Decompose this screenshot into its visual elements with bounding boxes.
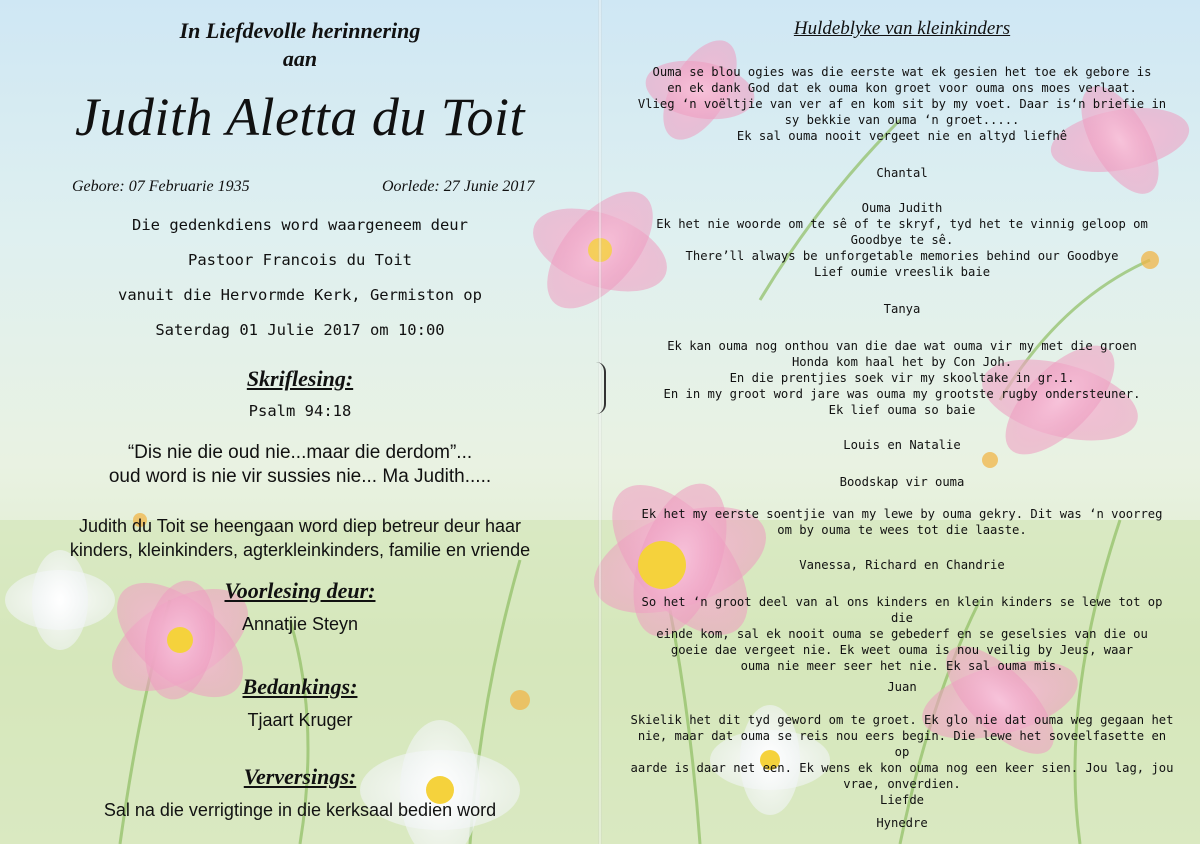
tribute-line: Ouma Judith [861,201,943,215]
tribute-line: einde kom, sal ek nooit ouma se gebederf en se geselsies van die ou [656,627,1148,641]
tribute-line: Boodskap vir ouma [839,475,965,489]
tribute-signature-3: Louis en Natalie [843,438,961,452]
tribute-signature-5: Juan [887,680,917,694]
service-line-4: Saterdag 01 Julie 2017 om 10:00 [155,321,445,339]
tribute-line: goeie dae vergeet nie. Ek weet ouma is nou veilig by Jeus, waar [670,643,1134,657]
mourning-line-1: Judith du Toit se heengaan word diep betreur deur haar [79,516,521,536]
right-page [604,0,1200,844]
tribute-line: sy bekkie van ouma ‘n groet..... [784,113,1020,127]
voorlesing-text: Annatjie Steyn [241,614,359,634]
tribute-line: ouma nie meer seer het nie. Ek sal ouma mis. [740,659,1064,673]
service-line-3: vanuit die Hervormde Kerk, Germiston op [118,286,482,304]
tribute-block-3 [604,338,1200,418]
tribute-line: Ek het nie woorde om te sê of te skryf, tyd het te vinnig geloop om [656,217,1148,231]
memorial-heading-aan: aan [282,46,318,71]
tribute-line: en ek dank God dat ek ouma kon groet voor ouma ons moes verlaat. [667,81,1137,95]
memorial-heading: In Liefdevolle herinnering [179,18,421,43]
tributes-title: Huldeblyke van kleinkinders [793,18,1011,39]
quote-line-2: oud word is nie vir sussies nie... Ma Judith..... [108,466,492,487]
tribute-line: Vlieg ‘n voëltjie van ver af en kom sit by my voet. Daar is‘n briefie in [637,97,1167,111]
tribute-line: En die prentjies soek vir my skooltake in gr.1. [729,371,1075,385]
tribute-line: Ek sal ouma nooit vergeet nie en altyd liefhê [736,129,1068,143]
tribute-line: aarde is daar net een. Ek wens ek kon ouma nog een keer sien. Jou lag, jou [630,761,1174,775]
skriflesing-heading: Skriflesing: [246,366,354,391]
verversings-text: Sal na die verrigtinge in die kerksaal bedien word [103,800,497,820]
deceased-name: Judith Aletta du Toit [74,87,526,147]
tribute-line [630,490,1174,506]
tribute-line: There’ll always be unforgetable memories behind our Goodbye [685,249,1119,263]
verversings-heading: Verversings: [243,764,357,789]
tribute-line: Ek kan ouma nog onthou van die dae wat ouma vir my met die groen [667,339,1137,353]
tribute-line: So het ‘n groot deel van al ons kinders en klein kinders se lewe tot op die [641,595,1163,625]
tribute-line: nie, maar dat ouma se reis nou eers begin. Die lewe het soveelfasette en op [637,729,1167,759]
tribute-line: Lief oumie vreeslik baie [813,265,991,279]
tribute-line: Honda kom haal het by Con Joh. [791,355,1013,369]
skriflesing-text: Psalm 94:18 [248,402,352,420]
death-date: Oorlede: 27 Junie 2017 [382,178,535,195]
tribute-block-4 [604,474,1200,538]
tribute-signature-2: Tanya [883,302,921,316]
birth-date: Gebore: 07 Februarie 1935 [72,178,250,195]
tribute-line: Liefde [879,793,925,807]
mourning-line-2: kinders, kleinkinders, agterkleinkinders, familie en vriende [69,540,531,560]
tribute-line: Goodbye te sê. [850,233,954,247]
bedankings-text: Tjaart Kruger [247,710,353,730]
tribute-line: om by ouma te wees tot die laaste. [777,523,1027,537]
quote-line-1: “Dis nie die oud nie...maar die derdom”... [127,442,473,463]
service-line-1: Die gedenkdiens word waargeneem deur [132,216,468,234]
tribute-block-2 [604,200,1200,280]
tribute-line: Skielik het dit tyd geword om te groet. Ek glo nie dat ouma weg gegaan het [630,713,1174,727]
tribute-signature-4: Vanessa, Richard en Chandrie [799,558,1005,572]
tribute-block-1 [604,64,1200,144]
tribute-line: Ouma se blou ogies was die eerste wat ek gesien het toe ek gebore is [652,65,1152,79]
service-line-2: Pastoor Francois du Toit [188,251,412,269]
tribute-line: vrae, onverdien. [843,777,961,791]
voorlesing-heading: Voorlesing deur: [224,578,376,603]
tribute-block-6 [604,712,1200,808]
tribute-line: Ek lief ouma so baie [828,403,976,417]
tribute-signature-6: Hynedre [876,816,928,830]
tribute-signature-1: Chantal [876,166,928,180]
tribute-block-5 [604,594,1200,674]
tribute-line: En in my groot word jare was ouma my grootste rugby ondersteuner. [663,387,1141,401]
bedankings-heading: Bedankings: [242,674,358,699]
tribute-line: Ek het my eerste soentjie van my lewe by ouma gekry. Dit was ‘n voorreg [641,507,1163,521]
